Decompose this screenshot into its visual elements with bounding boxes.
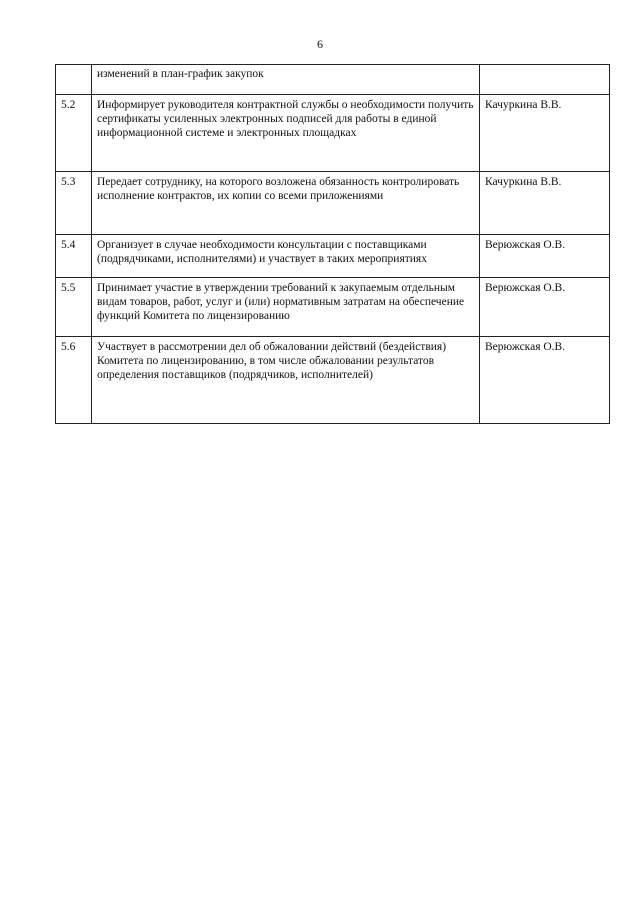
row-responsible	[480, 65, 610, 95]
row-number: 5.2	[56, 95, 92, 172]
table-row	[56, 235, 610, 278]
row-description: Принимает участие в утверждении требований к закупаемым отдельным видам товаров, работ, услуг и (или) нормативным затратам на обеспечение функций Комитета по лицензированию	[92, 278, 480, 337]
row-description: Организует в случае необходимости консультации с поставщиками (подрядчиками, исполнителями) и участвует в таких мероприятиях	[92, 235, 480, 278]
row-number: 5.4	[56, 235, 92, 278]
table-row	[56, 337, 610, 424]
table-row	[56, 172, 610, 235]
row-description: изменений в план-график закупок	[92, 65, 480, 95]
row-responsible: Качуркина В.В.	[480, 95, 610, 172]
table-row	[56, 95, 610, 172]
row-number: 5.5	[56, 278, 92, 337]
row-responsible: Качуркина В.В.	[480, 172, 610, 235]
row-responsible: Верюжская О.В.	[480, 235, 610, 278]
row-responsible: Верюжская О.В.	[480, 337, 610, 424]
row-number: 5.6	[56, 337, 92, 424]
row-description: Передает сотруднику, на которого возложена обязанность контролировать исполнение контрактов, их копии со всеми приложениями	[92, 172, 480, 235]
table-row	[56, 65, 610, 95]
table-row	[56, 278, 610, 337]
row-number: 5.3	[56, 172, 92, 235]
row-description: Участвует в рассмотрении дел об обжаловании действий (бездействия) Комитета по лицензированию, в том числе обжаловании результатов определения поставщиков (подрядчиков, исполнителей)	[92, 337, 480, 424]
row-number	[56, 65, 92, 95]
page-number: 6	[317, 37, 323, 51]
row-responsible: Верюжская О.В.	[480, 278, 610, 337]
duties-table	[55, 64, 610, 424]
row-description: Информирует руководителя контрактной службы о необходимости получить сертификаты усиленных электронных подписей для работы в единой информационной системе и электронных площадках	[92, 95, 480, 172]
